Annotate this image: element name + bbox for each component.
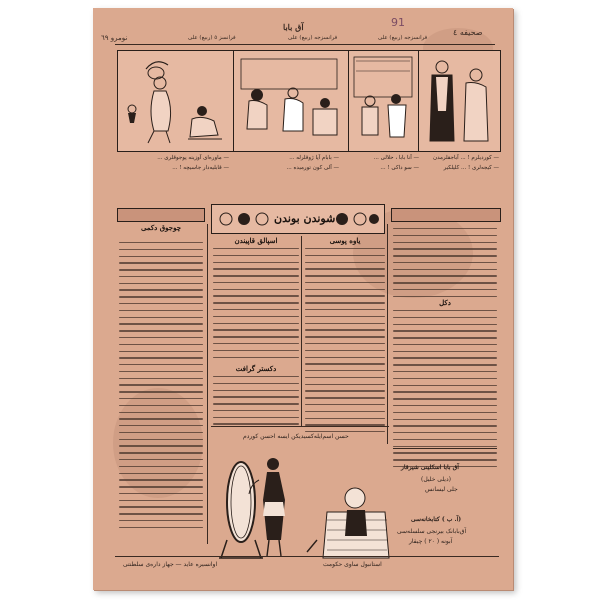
ad-line-2: جلی لیسانس [425,486,458,493]
comic-panel-1 [118,51,234,151]
ad-line-5: آبونه ( ٢٠ ) چیقار [409,538,453,545]
section-banner [211,204,385,234]
footer-rule [115,556,499,557]
page-label: صحیفه ٤ [453,28,483,37]
strip-caption-4: — سو داکی ! ... [380,165,419,171]
footer-right: استانبول ساوی حکومت [323,561,382,568]
middle-sub-text [213,376,299,430]
comic-panel-2 [233,51,349,151]
middle-left-text [213,248,299,363]
strip-caption-3: — آنا بابا ، حلالی ... [373,155,419,161]
middle-left-title: اسپالق قاپیندن [234,236,278,245]
strip-caption-6: — آلی کون تورمیده ... [286,165,339,171]
comic-panel-4 [418,51,500,151]
right-column-text-top [393,228,497,303]
handwritten-page-number: 91 [391,16,405,29]
strip-caption-2: — کیجه‌لری ! ... کلیلکیر [443,165,499,171]
comic-panel-1-drawing [118,51,233,151]
issue-number: نومرو ٦٩ [101,34,128,42]
left-column-banner [117,208,205,232]
left-column-title: چوجوق دکمی [140,223,182,232]
middle-right-text [305,248,385,438]
strip-caption-1: — کوردیلرم ! ... آباجقلرمدن [433,155,499,161]
comic-panel-2-drawing [233,51,348,151]
left-column-text [119,242,203,534]
section-banner-title: شوندن بوندن [274,212,336,225]
column-divider [301,236,302,426]
strip-caption-7: — ماوره‌ای آوزینه پوجوقلری ... [157,155,229,161]
right-column-title: دکل [439,298,451,307]
middle-sub-title: دکستر گرافت [235,364,277,373]
comic-panel-4-drawing [418,51,500,151]
illustration-caption: حسن اسم‌ایله‌کسید‌یکن ایسه‌ احسن کوردم [243,433,349,440]
ad-title: آق بابا اسکلینی شیرقار [401,464,459,471]
strip-caption-5: — بابام آپا ژوقلرله ... [289,155,339,161]
mirror-illustration [197,440,397,570]
top-comic-strip [117,50,501,152]
ad-box-top-rule [393,448,497,449]
newspaper-title: آق بابا [283,22,304,32]
comic-panel-3 [348,51,419,151]
ad-line-3: (آ. ب ) کتابخانه‌سی [411,516,462,523]
date-left: فرانسز ٥ (ربیع) علی [188,35,236,41]
column-divider [387,224,388,444]
right-column-banner [391,208,501,222]
middle-right-title: یاوه‌ پوسی [329,236,361,245]
strip-caption-8: — قابلیه‌دار جاسیچه ! ... [172,165,229,171]
newspaper-page [93,8,513,590]
header-rule [115,44,495,45]
ad-line-4: آق‌بابانک بیرنجی سلسله‌سی [397,528,467,535]
footer-left: اوانسیره عاید — جهاز داره‌ی سلطنتی [123,561,218,568]
date-right: فرانسزجه (ربیع) علی [378,35,428,41]
ad-line-1: (دیلی خلیل) [421,476,451,483]
illustration-top-rule [211,426,389,427]
date-mid: فرانسزجه (ربیع) علی [288,35,338,41]
comic-panel-3-drawing [348,51,418,151]
